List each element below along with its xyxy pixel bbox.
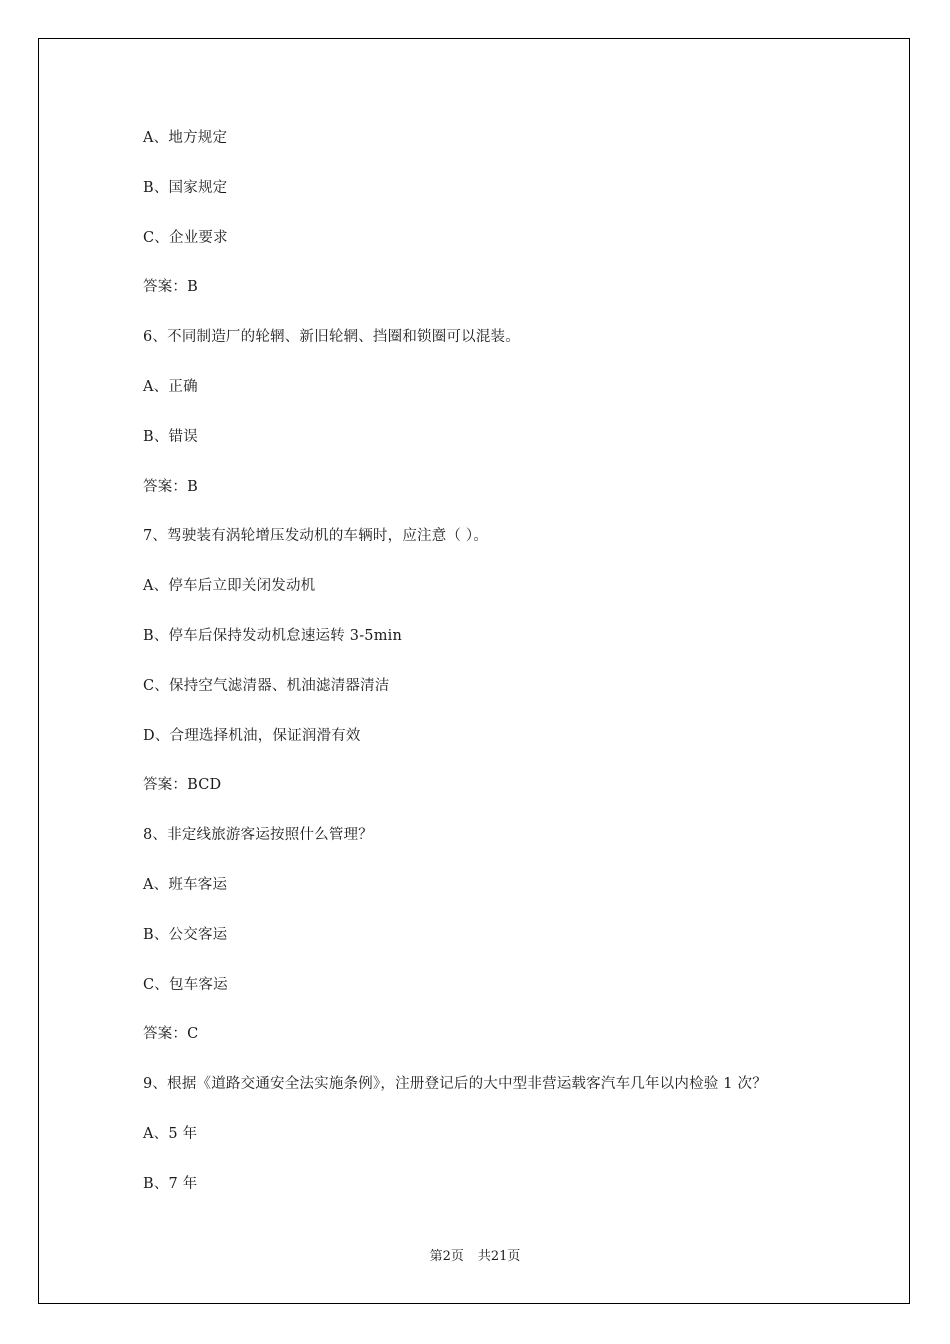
option-line: A、停车后立即关闭发动机 — [143, 578, 316, 595]
option-line: B、停车后保持发动机怠速运转 3-5min — [143, 627, 403, 644]
page-footer — [0, 1247, 950, 1267]
option-line: C、包车客运 — [143, 976, 228, 993]
option-line: A、正确 — [143, 378, 198, 395]
question-line: 7、驾驶装有涡轮增压发动机的车辆时，应注意（ ）。 — [143, 528, 489, 545]
answer-line: 答案：BCD — [143, 777, 222, 794]
question-line: 9、根据《道路交通安全法实施条例》，注册登记后的大中型非营运载客汽车几年以内检验 1 次？ — [143, 1076, 767, 1093]
option-line: A、班车客运 — [143, 876, 228, 893]
question-line: 8、非定线旅游客运按照什么管理？ — [143, 827, 373, 844]
option-line: B、公交客运 — [143, 926, 228, 943]
option-line: C、保持空气滤清器、机油滤清器清洁 — [143, 677, 390, 694]
answer-line: 答案：B — [143, 478, 198, 495]
option-line: A、地方规定 — [143, 130, 228, 146]
document-content — [143, 127, 843, 1223]
option-line: B、错误 — [143, 428, 198, 445]
answer-line: 答案：B — [143, 279, 198, 296]
page-total: 共21页 — [477, 1249, 521, 1264]
page-number: 第2页 — [429, 1249, 464, 1264]
option-line: A、5 年 — [143, 1125, 198, 1142]
answer-line: 答案：C — [143, 1026, 199, 1043]
option-line: C、企业要求 — [143, 229, 228, 246]
option-line: B、7 年 — [143, 1175, 198, 1192]
question-line: 6、不同制造厂的轮辋、新旧轮辋、挡圈和锁圈可以混装。 — [143, 329, 520, 346]
option-line: D、合理选择机油，保证润滑有效 — [143, 727, 361, 744]
option-line: B、国家规定 — [143, 179, 228, 196]
